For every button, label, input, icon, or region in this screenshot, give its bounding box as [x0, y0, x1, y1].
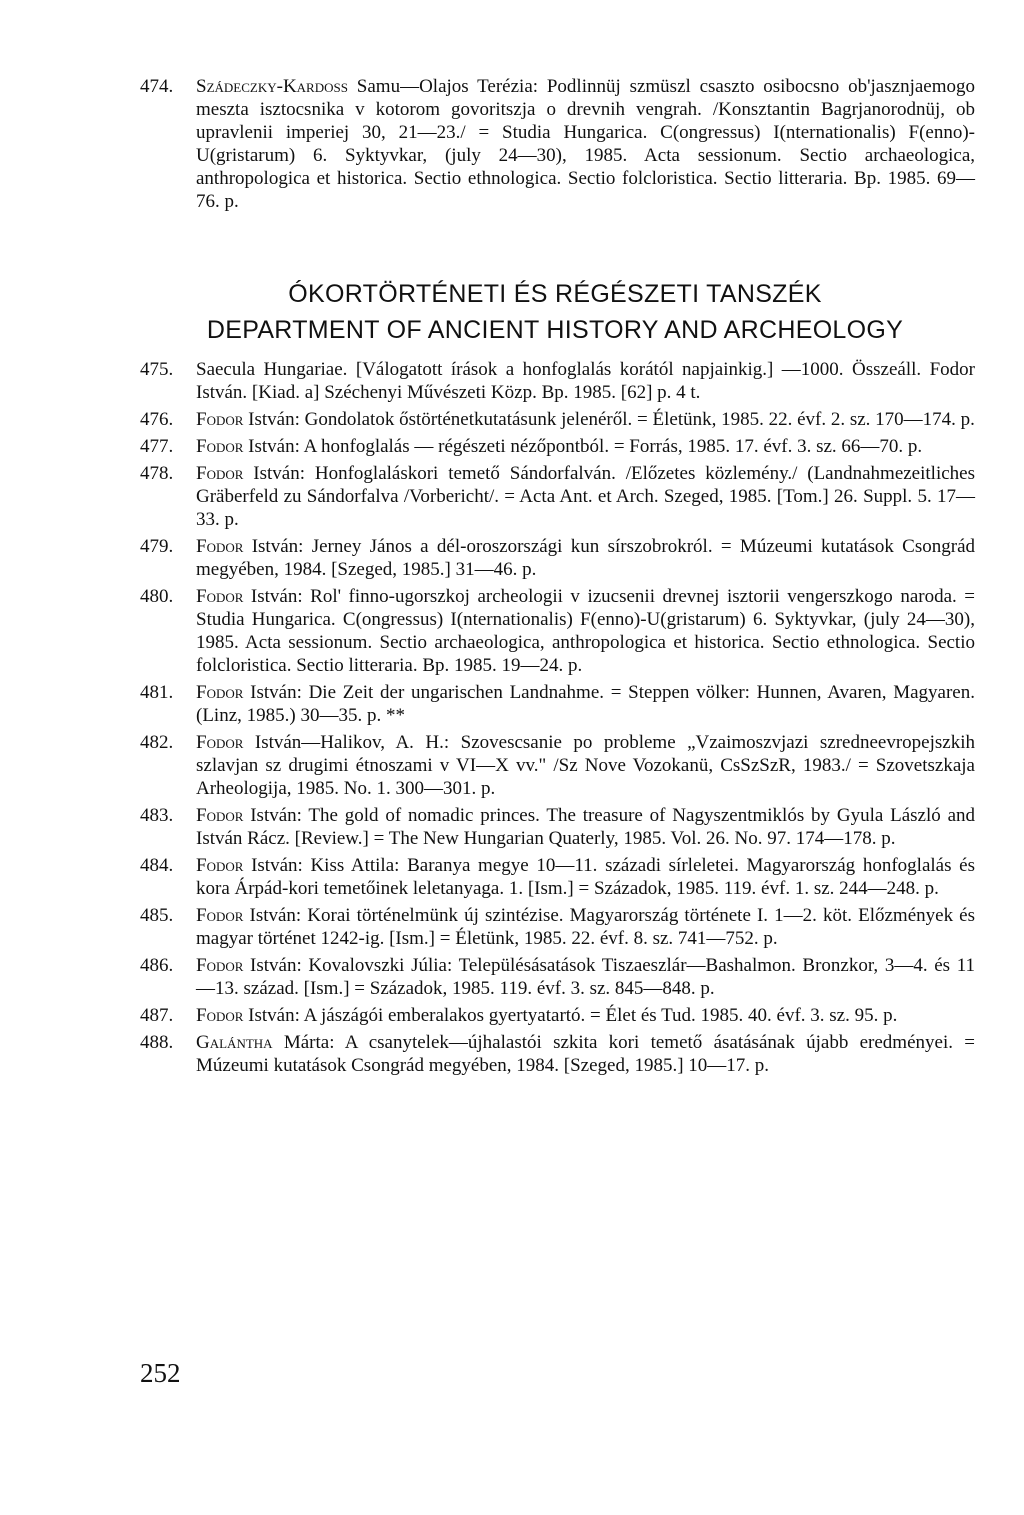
entry-text: István: A honfoglalás — régészeti nézőpontból. = Forrás, 1985. 17. évf. 3. sz. 66—70. p. — [243, 436, 923, 457]
entry-author: Fodor — [196, 855, 244, 876]
entry-number: 477. — [140, 436, 174, 457]
bibliography-entry — [140, 358, 975, 404]
bibliography-entry — [140, 1004, 975, 1027]
bibliography-entry — [140, 731, 975, 800]
entry-number: 487. — [140, 1005, 174, 1026]
entry-author: Fodor — [196, 409, 244, 430]
entry-author: Fodor — [196, 732, 244, 753]
entry-number: 475. — [140, 359, 174, 380]
entry-text: István—Halikov, A. H.: Szovescsanie po probleme „Vzaimoszvjazi szredneevropejszkih szlavjan sz drugimi étnoszami v VI—X vv." /Sz Nove Vozokanü, CsSzSzR, 1983./ = Szovetszkaja Arheologija, 1985. No. 1. 300—301. p. — [196, 732, 975, 799]
entry-text: István: Die Zeit der ungarischen Landnahme. = Steppen völker: Hunnen, Avaren, Magyaren. (Linz, 1985.) 30—35. p. ** — [196, 682, 975, 726]
entry-text: István: Honfoglaláskori temető Sándorfalván. /Előzetes közlemény./ (Landnahmezeitliches Gräberfeld zu Sándorfalva /Vorbericht/. = Acta Ant. et Arch. Szeged, 1985. [Tom.] 26. Suppl. 5. 17—33. p. — [196, 463, 975, 530]
bibliography-entry — [140, 585, 975, 677]
entry-author: Szádeczky-Kardoss — [196, 76, 348, 97]
bibliography-entry — [140, 75, 975, 213]
entry-author: Fodor — [196, 1005, 244, 1026]
bibliography-entry — [140, 462, 975, 531]
entry-author: Fodor — [196, 536, 244, 557]
entry-number: 482. — [140, 732, 174, 753]
entry-number: 488. — [140, 1032, 174, 1053]
entry-number: 485. — [140, 905, 174, 926]
entry-text: Márta: A csanytelek—újhalastói szkita kori temető ásatásának újabb eredményei. = Múzeumi kutatások Csongrád megyében, 1984. [Szeged, 1985.] 10—17. p. — [196, 1032, 975, 1076]
bibliography-entry — [140, 804, 975, 850]
bibliography-entry — [140, 681, 975, 727]
bibliography-entry — [140, 904, 975, 950]
bibliography-entry — [140, 854, 975, 900]
entry-number: 486. — [140, 955, 174, 976]
entry-author: Fodor — [196, 436, 244, 457]
entry-author: Fodor — [196, 905, 244, 926]
entry-author: Fodor — [196, 805, 244, 826]
bibliography-entry — [140, 408, 975, 431]
section-heading — [120, 276, 990, 348]
entry-author: Fodor — [196, 955, 244, 976]
entry-text: István: Korai történelmünk új szintézise. Magyarország története I. 1—2. köt. Előzmények és magyar történet 1242-ig. [Ism.] = Életünk, 1985. 22. évf. 8. sz. 741—752. p. — [196, 905, 975, 949]
entry-number: 484. — [140, 855, 174, 876]
entry-text: István: The gold of nomadic princes. The treasure of Nagyszentmiklós by Gyula László and István Rácz. [Review.] = The New Hungarian Quaterly, 1985. Vol. 26. No. 97. 174—178. p. — [196, 805, 975, 849]
entry-list-top — [140, 75, 975, 213]
bibliography-entry — [140, 954, 975, 1000]
entry-text: István: Kiss Attila: Baranya megye 10—11. századi sírleletei. Magyarország honfoglalás és kora Árpád-kori temetőinek leletanyaga. 1. [Ism.] = Századok, 1985. 119. évf. 1. sz. 244—248. p. — [196, 855, 975, 899]
entry-author: Fodor — [196, 463, 244, 484]
bibliography-entry — [140, 535, 975, 581]
entry-number: 481. — [140, 682, 174, 703]
entry-text: István: A jászágói emberalakos gyertyatartó. = Élet és Tud. 1985. 40. évf. 3. sz. 95. p. — [243, 1005, 898, 1026]
entry-author: Fodor — [196, 586, 244, 607]
entry-text: Saecula Hungariae. [Válogatott írások a honfoglalás korától napjainkig.] —1000. Összeáll. Fodor István. [Kiad. a] Széchenyi Művészeti Közp. Bp. 1985. [62] p. 4 t. — [196, 359, 975, 403]
bibliography-entry — [140, 1031, 975, 1077]
entry-number: 480. — [140, 586, 174, 607]
bibliography-entry — [140, 435, 975, 458]
entry-number: 474. — [140, 76, 174, 97]
entry-list — [140, 358, 975, 1077]
entry-author: Fodor — [196, 682, 244, 703]
entry-number: 479. — [140, 536, 174, 557]
entry-number: 476. — [140, 409, 174, 430]
section-title-hungarian: ÓKORTÖRTÉNETI ÉS RÉGÉSZETI TANSZÉK — [288, 280, 822, 308]
entry-text: Samu—Olajos Terézia: Podlinnüj szmüszl csaszto osibocsno ob'jasznjaemogo meszta isztocsnika v kotorom govoritszja o drevnih vengrah. /Konsztantin Bagrjanorodnüj, ob upravlenii imperiej 30, 21—23./ = Studia Hungarica. C(ongressus) I(nternationalis) F(enno)-U(gristarum) 6. Syktyvkar, (july 24—30), 1985. Acta sessionum. Sectio archaeologica, anthropologica et historica. Sectio ethnologica. Sectio folcloristica. Sectio litteraria. Bp. 1985. 69—76. p. — [196, 76, 975, 212]
page-number: 252 — [140, 1358, 181, 1388]
section-title-english: DEPARTMENT OF ANCIENT HISTORY AND ARCHEOLOGY — [206, 316, 904, 344]
entry-text: István: Rol' finno-ugorszkoj archeologii v izucsenii drevnej isztorii vengerszkogo naroda. = Studia Hungarica. C(ongressus) I(nternationalis) F(enno)-U(gristarum) 6. Syktyvkar, (july 24—30), 1985. Acta sessionum. Sectio archaeologica, anthropologica et historica. Sectio ethnologica. Sectio folcloristica. Sectio litteraria. Bp. 1985. 19—24. p. — [196, 586, 975, 676]
entry-text: István: Jerney János a dél-oroszországi kun sírszobrokról. = Múzeumi kutatások Csongrád megyében, 1984. [Szeged, 1985.] 31—46. p. — [196, 536, 975, 580]
entry-number: 478. — [140, 463, 174, 484]
entry-number: 483. — [140, 805, 174, 826]
entry-text: István: Gondolatok őstörténetkutatásunk jelenéről. = Életünk, 1985. 22. évf. 2. sz. 170—174. p. — [243, 409, 975, 430]
entry-text: István: Kovalovszki Júlia: Településásatások Tiszaeszlár—Bashalmon. Bronzkor, 3—4. és 11—13. század. [Ism.] = Századok, 1985. 119. évf. 3. sz. 845—848. p. — [196, 955, 975, 999]
entry-author: Galántha — [196, 1032, 273, 1053]
